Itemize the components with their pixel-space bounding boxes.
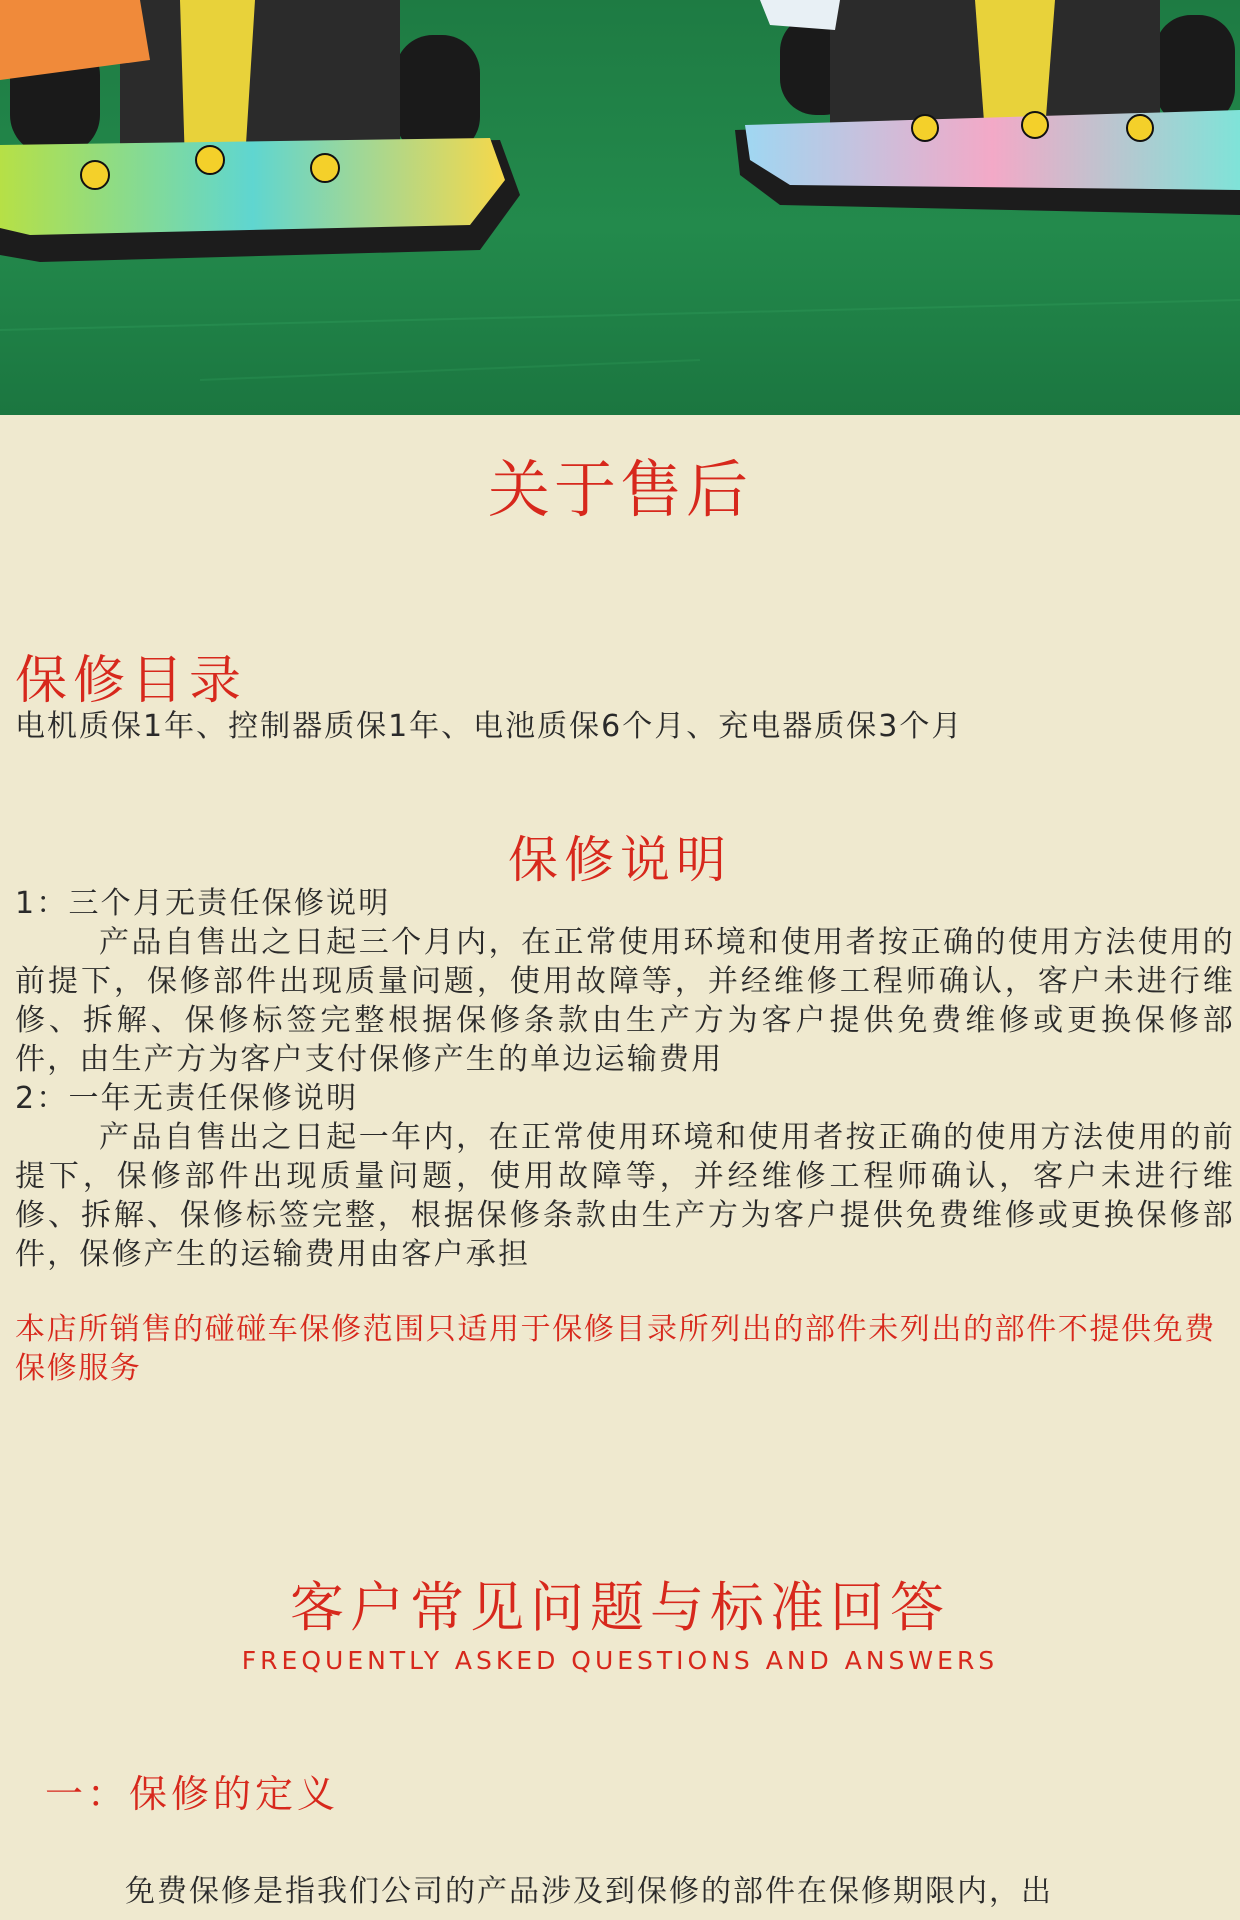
explanation-heading: 保修说明	[508, 831, 732, 889]
item1-body: 产品自售出之日起三个月内，在正常使用环境和使用者按正确的使用方法使用的前提下，保修部件出现质量问题，使用故障等，并经维修工程师确认，客户未进行维修、拆解、保修标签完整根据保修条款由生产方为客户提供免费维修或更换保修部件，由生产方为客户支付保修产生的单边运输费用	[15, 925, 1235, 1077]
go-kart-illustration	[0, 0, 1240, 415]
faq-section1-body: 免费保修是指我们公司的产品涉及到保修的部件在保修期限内，出	[125, 1874, 1053, 1909]
faq-section1-heading: 一：保修的定义	[45, 1772, 340, 1816]
about-title: 关于售后	[487, 453, 752, 526]
right-kart	[735, 0, 1240, 215]
catalog-body: 电机质保1年、控制器质保1年、电池质保6个月、充电器质保3个月	[15, 709, 964, 744]
item2-body: 产品自售出之日起一年内，在正常使用环境和使用者按正确的使用方法使用的前提下，保修部件出现质量问题，使用故障等，并经维修工程师确认，客户未进行维修、拆解、保修标签完整，根据保修条款由生产方为客户提供免费维修或更换保修部件，保修产生的运输费用由客户承担	[15, 1120, 1235, 1272]
explanation-body	[15, 884, 1235, 1274]
item2-title: 2：一年无责任保修说明	[15, 1081, 359, 1116]
catalog-heading: 保修目录	[15, 651, 248, 711]
left-kart	[0, 0, 520, 262]
item1-title: 1：三个月无责任保修说明	[15, 886, 391, 921]
faq-subtitle: FREQUENTLY ASKED QUESTIONS AND ANSWERS	[241, 1646, 999, 1675]
warranty-notice: 本店所销售的碰碰车保修范围只适用于保修目录所列出的部件未列出的部件不提供免费保修服务	[15, 1312, 1216, 1386]
faq-title: 客户常见问题与标准回答	[290, 1576, 950, 1639]
product-photo	[0, 0, 1240, 415]
